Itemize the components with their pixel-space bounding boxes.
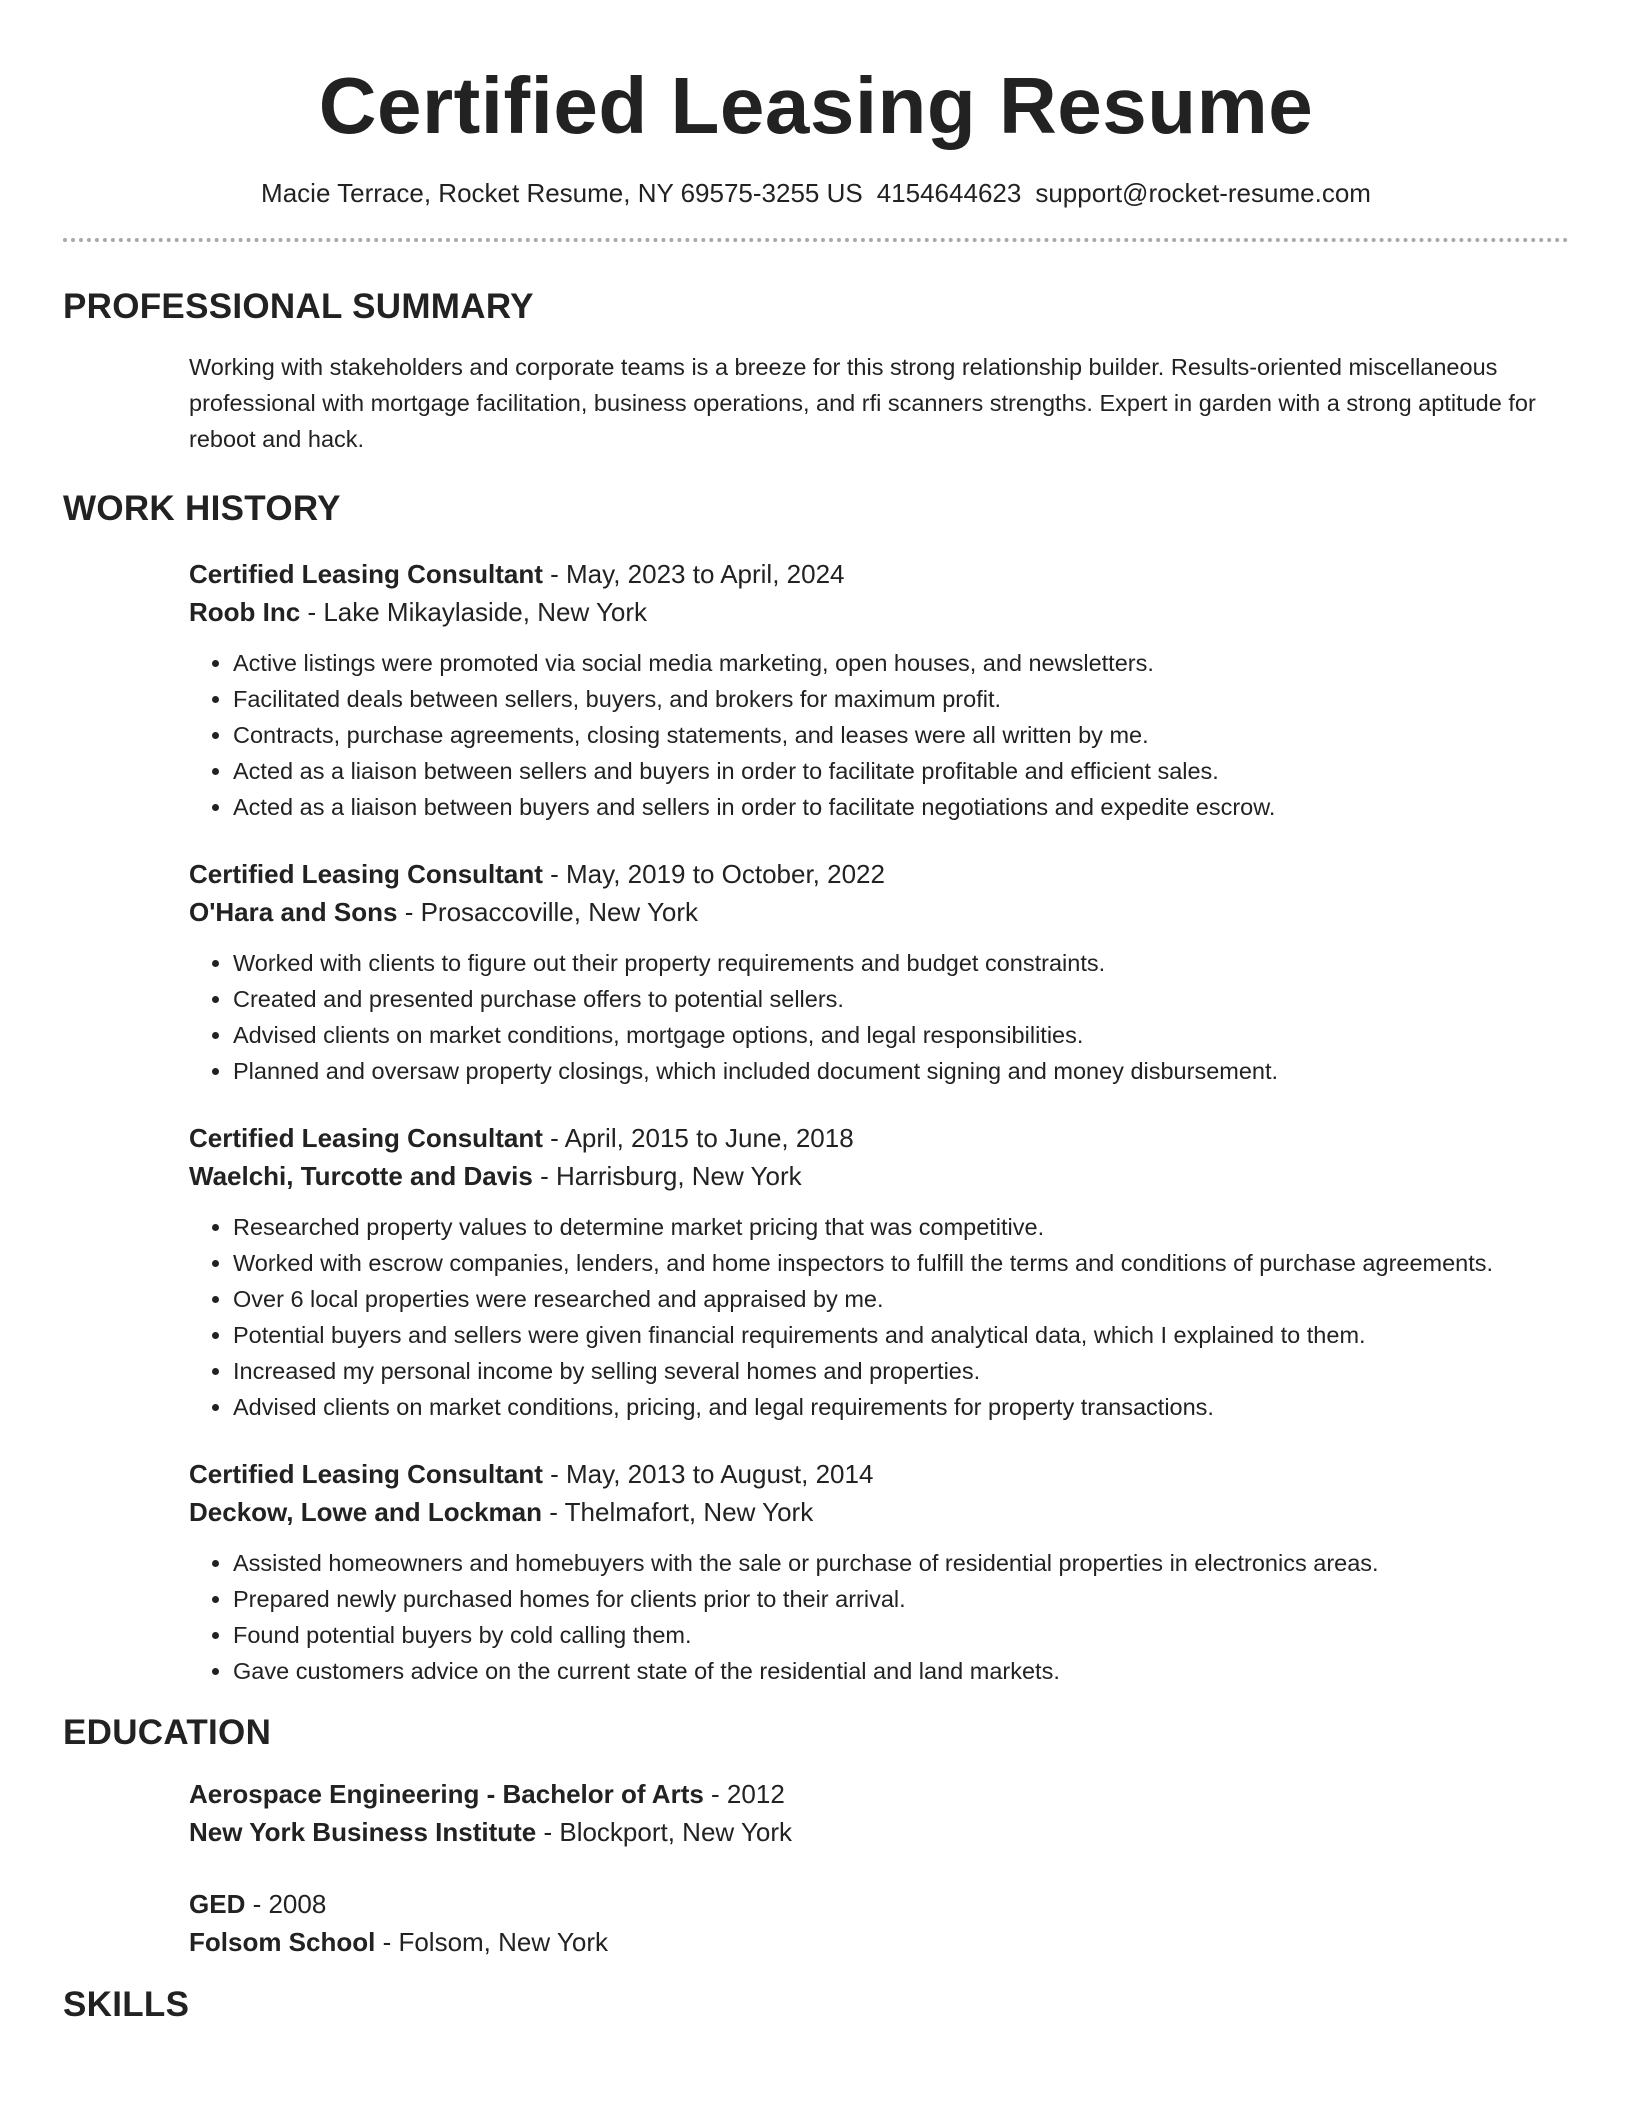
job-role-line [189, 1119, 1569, 1157]
header-divider [63, 238, 1569, 242]
job-role-line [189, 1455, 1569, 1493]
job-location: - Harrisburg, New York [532, 1161, 802, 1191]
education-degree-line [189, 1885, 1569, 1923]
job-dates: - April, 2015 to June, 2018 [542, 1123, 854, 1153]
education-school: Folsom School [189, 1927, 376, 1957]
job-bullet: • Advised clients on market conditions, mortgage options, and legal responsibilities. [233, 1017, 1569, 1053]
job-bullet: • Acted as a liaison between sellers and buyers in order to facilitate profitable and efficient sales. [233, 753, 1569, 789]
contact-address: Macie Terrace, Rocket Resume, NY 69575-3255 US [261, 178, 863, 208]
section-title-education: EDUCATION [63, 1713, 272, 1752]
job-role: Certified Leasing Consultant [189, 1459, 543, 1489]
section-title-summary: PROFESSIONAL SUMMARY [63, 287, 534, 326]
job-role: Certified Leasing Consultant [189, 559, 543, 589]
job-bullets [189, 1545, 1569, 1689]
education-school-line [189, 1923, 1569, 1961]
job-entry [189, 555, 1569, 825]
section-title-skills: SKILLS [63, 1985, 190, 2024]
job-role-line [189, 855, 1569, 893]
resume-title: Certified Leasing Resume [318, 61, 1314, 150]
education-entry [189, 1885, 1569, 1961]
job-bullet: • Prepared newly purchased homes for clients prior to their arrival. [233, 1581, 1569, 1617]
job-bullet: • Facilitated deals between sellers, buyers, and brokers for maximum profit. [233, 681, 1569, 717]
contact-email: support@rocket-resume.com [1035, 178, 1371, 208]
job-company: Waelchi, Turcotte and Davis [189, 1161, 533, 1191]
job-bullet: • Worked with clients to figure out their property requirements and budget constraints. [233, 945, 1569, 981]
education-school-line [189, 1813, 1569, 1851]
job-company-line [189, 593, 1569, 631]
job-company: O'Hara and Sons [189, 897, 398, 927]
section-title-work-history: WORK HISTORY [63, 489, 341, 528]
job-location: - Prosaccoville, New York [397, 897, 699, 927]
job-bullet: • Assisted homeowners and homebuyers with the sale or purchase of residential properties in electronics areas. [233, 1545, 1569, 1581]
job-entry [189, 1119, 1569, 1425]
job-entry [189, 855, 1569, 1089]
job-bullet: • Active listings were promoted via social media marketing, open houses, and newsletters. [233, 645, 1569, 681]
work-history-list [189, 555, 1569, 1689]
job-dates: - May, 2023 to April, 2024 [542, 559, 845, 589]
education-location: - Blockport, New York [536, 1817, 793, 1847]
education-list [189, 1775, 1569, 1961]
job-bullet: • Created and presented purchase offers to potential sellers. [233, 981, 1569, 1017]
job-bullet: • Researched property values to determine market pricing that was competitive. [233, 1209, 1569, 1245]
job-company-line [189, 893, 1569, 931]
job-role: Certified Leasing Consultant [189, 859, 543, 889]
contact-line [63, 176, 1569, 210]
job-bullet: • Increased my personal income by selling several homes and properties. [233, 1353, 1569, 1389]
job-role: Certified Leasing Consultant [189, 1123, 543, 1153]
job-bullet: • Advised clients on market conditions, pricing, and legal requirements for property transactions. [233, 1389, 1569, 1425]
job-location: - Lake Mikaylaside, New York [300, 597, 648, 627]
job-bullets [189, 645, 1569, 825]
job-bullet: • Over 6 local properties were researched and appraised by me. [233, 1281, 1569, 1317]
job-company-line [189, 1157, 1569, 1195]
education-degree-line [189, 1775, 1569, 1813]
education-entry [189, 1775, 1569, 1851]
job-bullet: • Gave customers advice on the current state of the residential and land markets. [233, 1653, 1569, 1689]
job-dates: - May, 2019 to October, 2022 [542, 859, 885, 889]
education-location: - Folsom, New York [375, 1927, 608, 1957]
job-bullet: • Potential buyers and sellers were given financial requirements and analytical data, which I explained to them. [233, 1317, 1569, 1353]
education-degree: GED [189, 1889, 246, 1919]
job-bullets [189, 1209, 1569, 1425]
education-degree: Aerospace Engineering - Bachelor of Arts [189, 1779, 704, 1809]
contact-phone: 4154644623 [876, 178, 1022, 208]
job-company: Deckow, Lowe and Lockman [189, 1497, 543, 1527]
job-dates: - May, 2013 to August, 2014 [542, 1459, 874, 1489]
job-company-line [189, 1493, 1569, 1531]
job-bullet: • Acted as a liaison between buyers and sellers in order to facilitate negotiations and expedite escrow. [233, 789, 1569, 825]
job-bullets [189, 945, 1569, 1089]
job-role-line [189, 555, 1569, 593]
job-bullet: • Planned and oversaw property closings, which included document signing and money disbursement. [233, 1053, 1569, 1089]
education-year: - 2008 [245, 1889, 327, 1919]
job-bullet: • Worked with escrow companies, lenders, and home inspectors to fulfill the terms and conditions of purchase agreements. [233, 1245, 1569, 1281]
education-school: New York Business Institute [189, 1817, 537, 1847]
job-company: Roob Inc [189, 597, 301, 627]
job-bullet: • Found potential buyers by cold calling them. [233, 1617, 1569, 1653]
job-location: - Thelmafort, New York [542, 1497, 814, 1527]
education-year: - 2012 [703, 1779, 785, 1809]
job-entry [189, 1455, 1569, 1689]
job-bullet: • Contracts, purchase agreements, closing statements, and leases were all written by me. [233, 717, 1569, 753]
summary-text: Working with stakeholders and corporate teams is a breeze for this strong relationship builder. Results-oriented miscellaneous professional with mortgage facilitation, business operations, and rfi scanners strengths. Expert in garden with a strong aptitude for reboot and hack. [189, 354, 1536, 452]
